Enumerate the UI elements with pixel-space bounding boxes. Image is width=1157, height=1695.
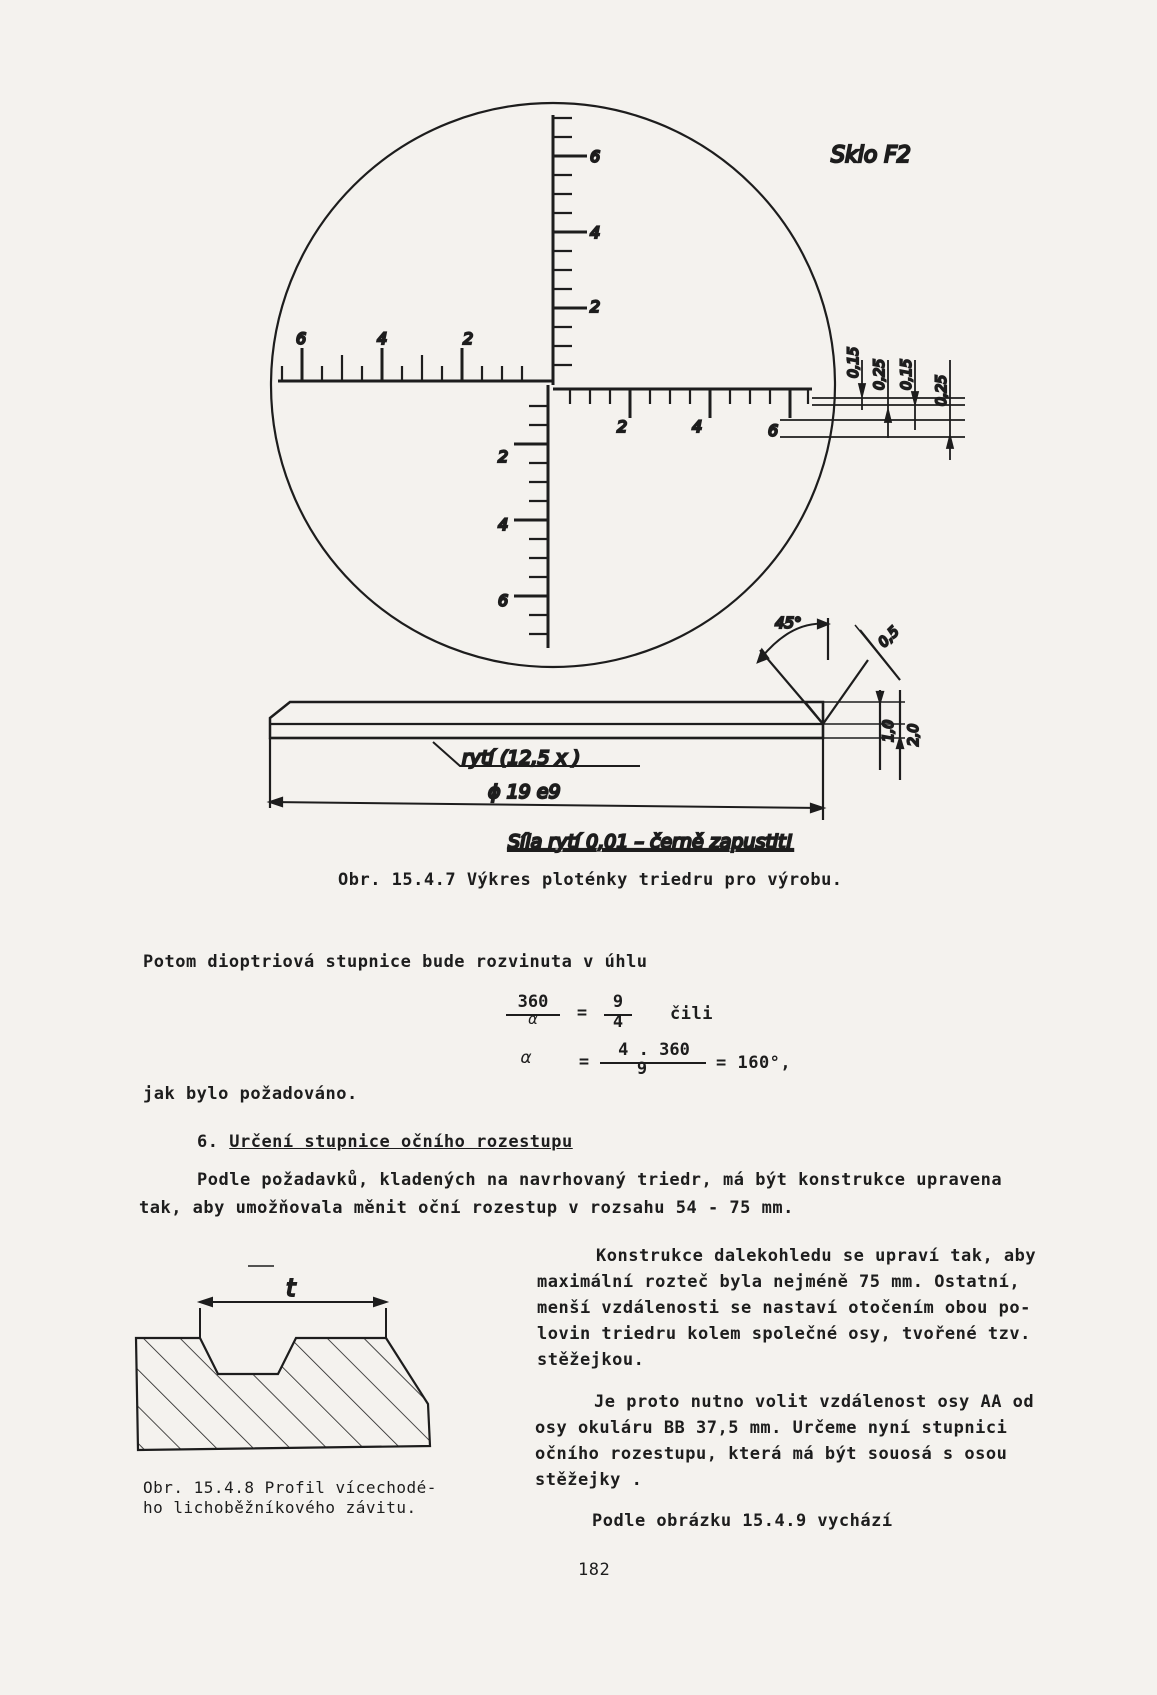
engraving-note: Síla rytí 0,01 – černě zapustit! bbox=[508, 831, 794, 853]
dim-0-25-a: 0,25 bbox=[872, 358, 888, 390]
eq2-denominator: 9 bbox=[636, 1059, 648, 1079]
scale-label-upper-2: 2 bbox=[590, 297, 601, 316]
right-col-line-4: lovin triedru kolem společné osy, tvořené tzv. bbox=[537, 1324, 1031, 1344]
dim-label-t: t bbox=[286, 1274, 296, 1302]
right-col2-line-2: osy okuláru BB 37,5 mm. Určeme nyní stupnici bbox=[535, 1418, 1008, 1438]
eq2-numerator: 4 . 360 bbox=[618, 1040, 690, 1060]
eq2-result: = 160°, bbox=[716, 1053, 792, 1073]
right-col-line-1: Konstrukce dalekohledu se upraví tak, aby bbox=[596, 1246, 1037, 1266]
plate-section bbox=[270, 618, 905, 820]
scale-label-lower-2: 2 bbox=[498, 447, 509, 466]
dim-0-15-a: 0,15 bbox=[846, 346, 862, 378]
vertical-upper-ticks bbox=[553, 118, 587, 365]
figure-caption-15-4-7: Obr. 15.4.7 Výkres ploténky triedru pro výrobu. bbox=[338, 870, 843, 890]
engraving-label: rytí (12,5 x ) bbox=[462, 747, 581, 769]
right-col-line-2: maximální rozteč byla nejméně 75 mm. Ostatní, bbox=[537, 1272, 1021, 1292]
section-number: 6. bbox=[197, 1132, 219, 1152]
right-col3-line: Podle obrázku 15.4.9 vychází bbox=[592, 1511, 893, 1531]
thickness-label-2: 2,0 bbox=[906, 723, 922, 746]
eq2-lhs: α bbox=[520, 1048, 532, 1068]
eq2-equals: = bbox=[578, 1052, 590, 1072]
horizontal-right-ticks bbox=[570, 389, 808, 418]
eq1-denominator: α bbox=[528, 1010, 538, 1028]
section-heading bbox=[197, 1132, 573, 1152]
thread-section bbox=[136, 1338, 430, 1450]
scale-label-lower-6: 6 bbox=[498, 591, 509, 610]
right-col2-line-4: stěžejky . bbox=[535, 1470, 643, 1490]
right-col2-line-3: očního rozestupu, která má být souosá s osou bbox=[535, 1444, 1008, 1464]
right-col-line-5: stěžejkou. bbox=[537, 1350, 645, 1370]
scale-label-upper-4: 4 bbox=[590, 223, 601, 242]
horizontal-left-ticks bbox=[282, 348, 522, 381]
eq1-equals: = bbox=[576, 1003, 588, 1023]
eq2-fraction-bar bbox=[600, 1062, 706, 1064]
fig2-caption-line-2: ho lichoběžníkového závitu. bbox=[143, 1498, 417, 1517]
paragraph-as-required: jak bylo požadováno. bbox=[143, 1084, 358, 1104]
right-col2-line-1: Je proto nutno volit vzdálenost osy AA od bbox=[594, 1392, 1035, 1412]
material-label: Sklo F2 bbox=[831, 143, 911, 168]
scale-label-left-4: 4 bbox=[377, 329, 388, 348]
scale-label-right-4: 4 bbox=[692, 417, 703, 436]
vertical-lower-ticks bbox=[514, 406, 548, 634]
right-col-line-3: menší vzdálenosti se nastaví otočením obou po- bbox=[537, 1298, 1031, 1318]
scale-label-right-2: 2 bbox=[617, 417, 628, 436]
section-title: Určení stupnice očního rozestupu bbox=[229, 1132, 573, 1152]
angle-label: 45° bbox=[775, 614, 802, 632]
page-number: 182 bbox=[578, 1560, 611, 1580]
scale-label-right-6: 6 bbox=[768, 421, 779, 440]
eq1-tail: čili bbox=[670, 1004, 713, 1024]
thread-profile-figure bbox=[128, 1250, 468, 1470]
eq1-rhs-denominator: 4 bbox=[612, 1012, 624, 1032]
fig2-caption-line-1: Obr. 15.4.8 Profil vícechodé- bbox=[143, 1478, 437, 1497]
paragraph-dioptric-scale: Potom dioptriová stupnice bude rozvinuta v úhlu bbox=[143, 952, 648, 972]
dim-0-15-b: 0,15 bbox=[899, 358, 915, 390]
paragraph-requirements-line-2: tak, aby umožňovala měnit oční rozestup v rozsahu 54 - 75 mm. bbox=[139, 1198, 794, 1218]
scale-label-left-6: 6 bbox=[296, 329, 307, 348]
scale-label-lower-4: 4 bbox=[498, 515, 509, 534]
dim-0-25-b: 0,25 bbox=[934, 374, 950, 406]
eq1-numerator: 360 bbox=[517, 992, 549, 1012]
paragraph-requirements-line-1: Podle požadavků, kladených na navrhovaný triedr, má být konstrukce upravena bbox=[197, 1170, 1003, 1190]
diameter-label: ɸ 19 e9 bbox=[488, 781, 561, 803]
scale-label-upper-6: 6 bbox=[590, 147, 601, 166]
bevel-label: 0,5 bbox=[875, 623, 903, 651]
thickness-label-1: 1,0 bbox=[881, 719, 897, 742]
scale-label-left-2: 2 bbox=[463, 329, 474, 348]
eq1-rhs-numerator: 9 bbox=[612, 992, 624, 1012]
